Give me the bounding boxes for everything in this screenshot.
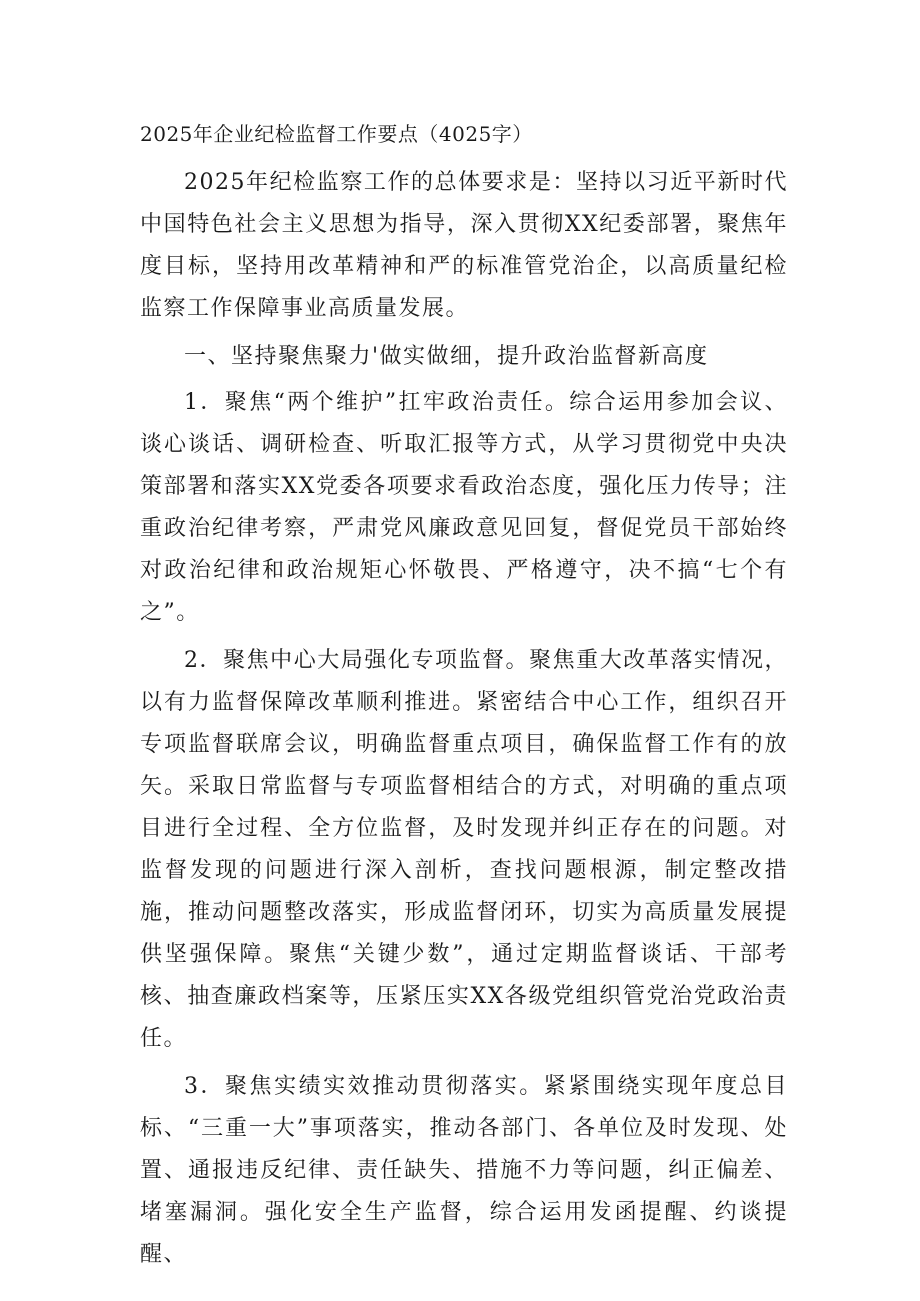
section-heading: 一、坚持聚焦聚力'做实做细，提升政治监督新高度 — [184, 344, 709, 369]
item-paragraph-1: 1．聚焦“两个维护”扛牢政治责任。综合运用参加会议、谈心谈话、调研检查、听取汇报等方式，从学习贯彻党中央决策部署和落实XX党委各项要求看政治态度，强化压力传导；注重政治纪律考察，严肃党风廉政意见回复，督促党员干部始终对政治纪律和政治规矩心怀敬畏、严格遵守，决不搞“七个有之”。 — [140, 390, 788, 625]
intro-paragraph: 2025年纪检监察工作的总体要求是：坚持以习近平新时代中国特色社会主义思想为指导，深入贯彻XX纪委部署，聚焦年度目标，坚持用改革精神和严的标准管党治企，以高质量纪检监察工作保障事业高质量发展。 — [140, 170, 788, 321]
item-paragraph-3: 3．聚焦实绩实效推动贯彻落实。紧紧围绕实现年度总目标、“三重一大”事项落实，推动各部门、各单位及时发现、处置、通报违反纪律、责任缺失、措施不力等问题，纠正偏差、堵塞漏洞。强化安全生产监督，综合运用发函提醒、约谈提醒、 — [140, 1074, 788, 1267]
item-paragraph-2: 2．聚焦中心大局强化专项监督。聚焦重大改革落实情况，以有力监督保障改革顺利推进。紧密结合中心工作，组织召开专项监督联席会议，明确监督重点项目，确保监督工作有的放矢。采取日常监督与专项监督相结合的方式，对明确的重点项目进行全过程、全方位监督，及时发现并纠正存在的问题。对监督发现的问题进行深入剖析，查找问题根源，制定整改措施，推动问题整改落实，形成监督闭环，切实为高质量发展提供坚强保障。聚焦“关键少数”，通过定期监督谈话、干部考核、抽查廉政档案等，压紧压实XX各级党组织管党治党政治责任。 — [140, 648, 788, 1051]
document-body — [140, 162, 788, 1282]
document-title: 2025年企业纪检监督工作要点（4025字） — [140, 122, 533, 146]
